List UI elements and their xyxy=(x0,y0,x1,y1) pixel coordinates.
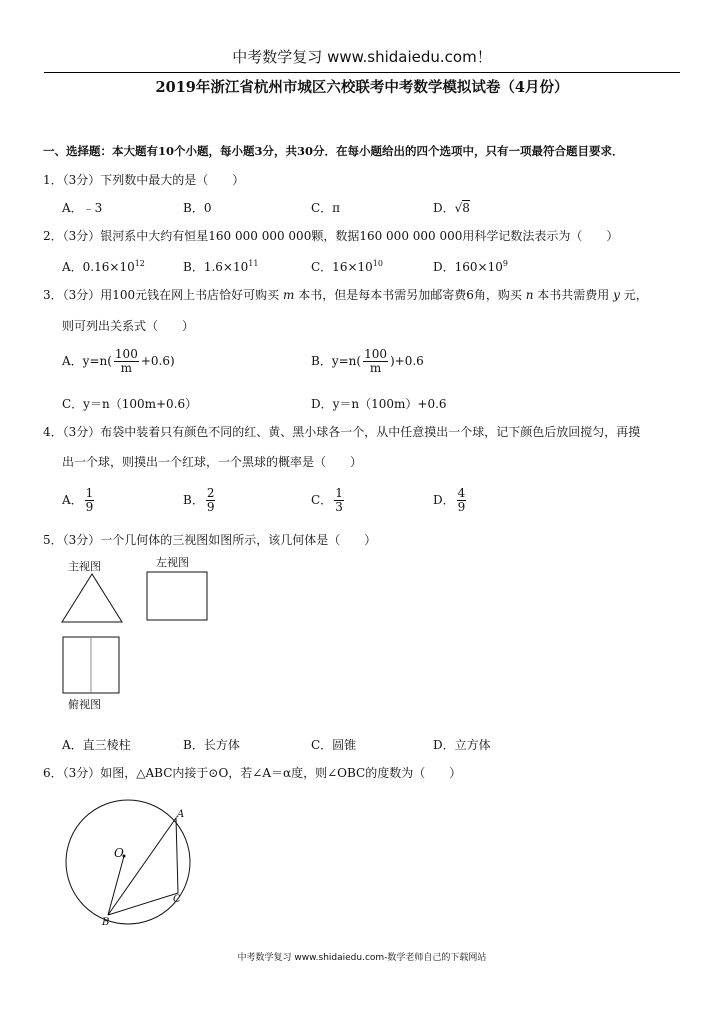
q1-d-label: D． xyxy=(433,201,455,215)
front-view-label: 主视图 xyxy=(68,560,101,573)
denominator: 9 xyxy=(457,500,466,514)
q3-stem-line2: 则可列出关系式（ ） xyxy=(62,319,195,333)
circle-o xyxy=(66,800,190,924)
q4-stem-line2: 出一个球，则摸出一个红球，一个黑球的概率是（ ） xyxy=(62,455,363,469)
label-a: A xyxy=(177,809,185,820)
q1-option-a: A．﹣3 xyxy=(62,201,103,215)
option-label: D． xyxy=(433,493,455,507)
q3-stem-part: 本书共需费用 xyxy=(537,288,610,302)
q2-a-base: A．0.16×10 xyxy=(62,260,135,274)
q4-stem-line1: 4．（3分）布袋中装着只有颜色不同的红、黄、黑小球各一个，从中任意摸出一个球，记下颜色后放回搅匀，再摸 xyxy=(43,425,641,439)
label-b: B xyxy=(102,917,110,928)
q3-stem-part: 元， xyxy=(623,288,648,302)
q3-b-post: )+0.6 xyxy=(389,354,424,368)
q2-d-exp: 9 xyxy=(502,259,508,268)
q2-c-base: C．16×10 xyxy=(311,260,373,274)
segment-ob xyxy=(108,856,124,915)
top-view-label: 俯视图 xyxy=(68,698,101,711)
q5-option-a: A．直三棱柱 xyxy=(62,738,131,752)
section-heading: 一、选择题：本大题有10个小题，每小题3分，共30分．在每小题给出的四个选项中，只有一项最符合题目要求． xyxy=(43,144,624,158)
q3-option-c: C．y＝n（100m+0.6） xyxy=(62,397,198,411)
sqrt-symbol: √ xyxy=(454,201,463,215)
label-o: O xyxy=(114,846,124,860)
q1-option-c: C．π xyxy=(311,201,341,215)
q2-a-exp: 12 xyxy=(134,259,145,268)
q2-stem: 2．（3分）银河系中大约有恒星160 000 000 000颗，数据160 000 000 000用科学记数法表示为（ ） xyxy=(43,229,619,243)
var-m: m xyxy=(283,288,295,302)
exam-title: 2019年浙江省杭州市城区六校联考中考数学模拟试卷（4月份） xyxy=(155,79,569,96)
numerator: 4 xyxy=(457,486,466,500)
numerator: 100 xyxy=(364,347,387,361)
option-label: B． xyxy=(183,493,204,507)
denominator: 9 xyxy=(206,500,215,514)
option-label: C． xyxy=(311,493,333,507)
option-label: A． xyxy=(62,493,83,507)
page-footer: 中考数学复习 www.shidaiedu.com-数学老师自己的下载网站 xyxy=(237,953,487,963)
var-y: y xyxy=(613,288,620,302)
q5-option-c: C．圆锥 xyxy=(311,738,357,752)
q5-option-b: B．长方体 xyxy=(183,738,240,752)
q2-b-base: B．1.6×10 xyxy=(183,260,249,274)
q3-a-pre: A．y=n( xyxy=(62,354,112,368)
q3-a-post: +0.6) xyxy=(140,354,175,368)
denominator: m xyxy=(369,361,382,375)
numerator: 1 xyxy=(335,486,343,500)
denominator: 9 xyxy=(85,500,94,514)
label-c: C xyxy=(173,894,181,905)
var-n: n xyxy=(525,288,534,302)
q1-stem: 1．（3分）下列数中最大的是（ ） xyxy=(43,173,245,187)
numerator: 100 xyxy=(114,347,138,361)
q5-option-d: D．立方体 xyxy=(433,738,491,752)
left-view-label: 左视图 xyxy=(156,556,189,569)
numerator: 1 xyxy=(85,486,94,500)
triangle-abc xyxy=(108,818,178,915)
q1-d-radicand: 8 xyxy=(462,201,470,215)
q2-d-base: D．160×10 xyxy=(433,260,503,274)
numerator: 2 xyxy=(206,486,215,500)
q3-b-pre: B．y=n( xyxy=(311,354,362,368)
denominator: 3 xyxy=(335,500,343,514)
q6-stem: 6．（3分）如图，△ABC内接于⊙O，若∠A＝α度，则∠OBC的度数为（ ） xyxy=(43,766,462,780)
denominator: m xyxy=(120,361,133,375)
q5-stem: 5．（3分）一个几何体的三视图如图所示，该几何体是（ ） xyxy=(43,533,377,547)
q2-c-exp: 10 xyxy=(372,259,383,268)
q3-option-d: D．y＝n（100m）+0.6 xyxy=(311,397,447,411)
q3-stem-part: 3．（3分）用100元钱在网上书店恰好可购买 xyxy=(43,288,280,302)
q3-stem-part: 本书，但是每本书需另加邮寄费6角，购买 xyxy=(298,288,522,302)
page-header: 中考数学复习 www.shidaiedu.com！ xyxy=(232,48,492,66)
q1-option-b: B．0 xyxy=(183,201,212,215)
q2-b-exp: 11 xyxy=(248,259,259,268)
